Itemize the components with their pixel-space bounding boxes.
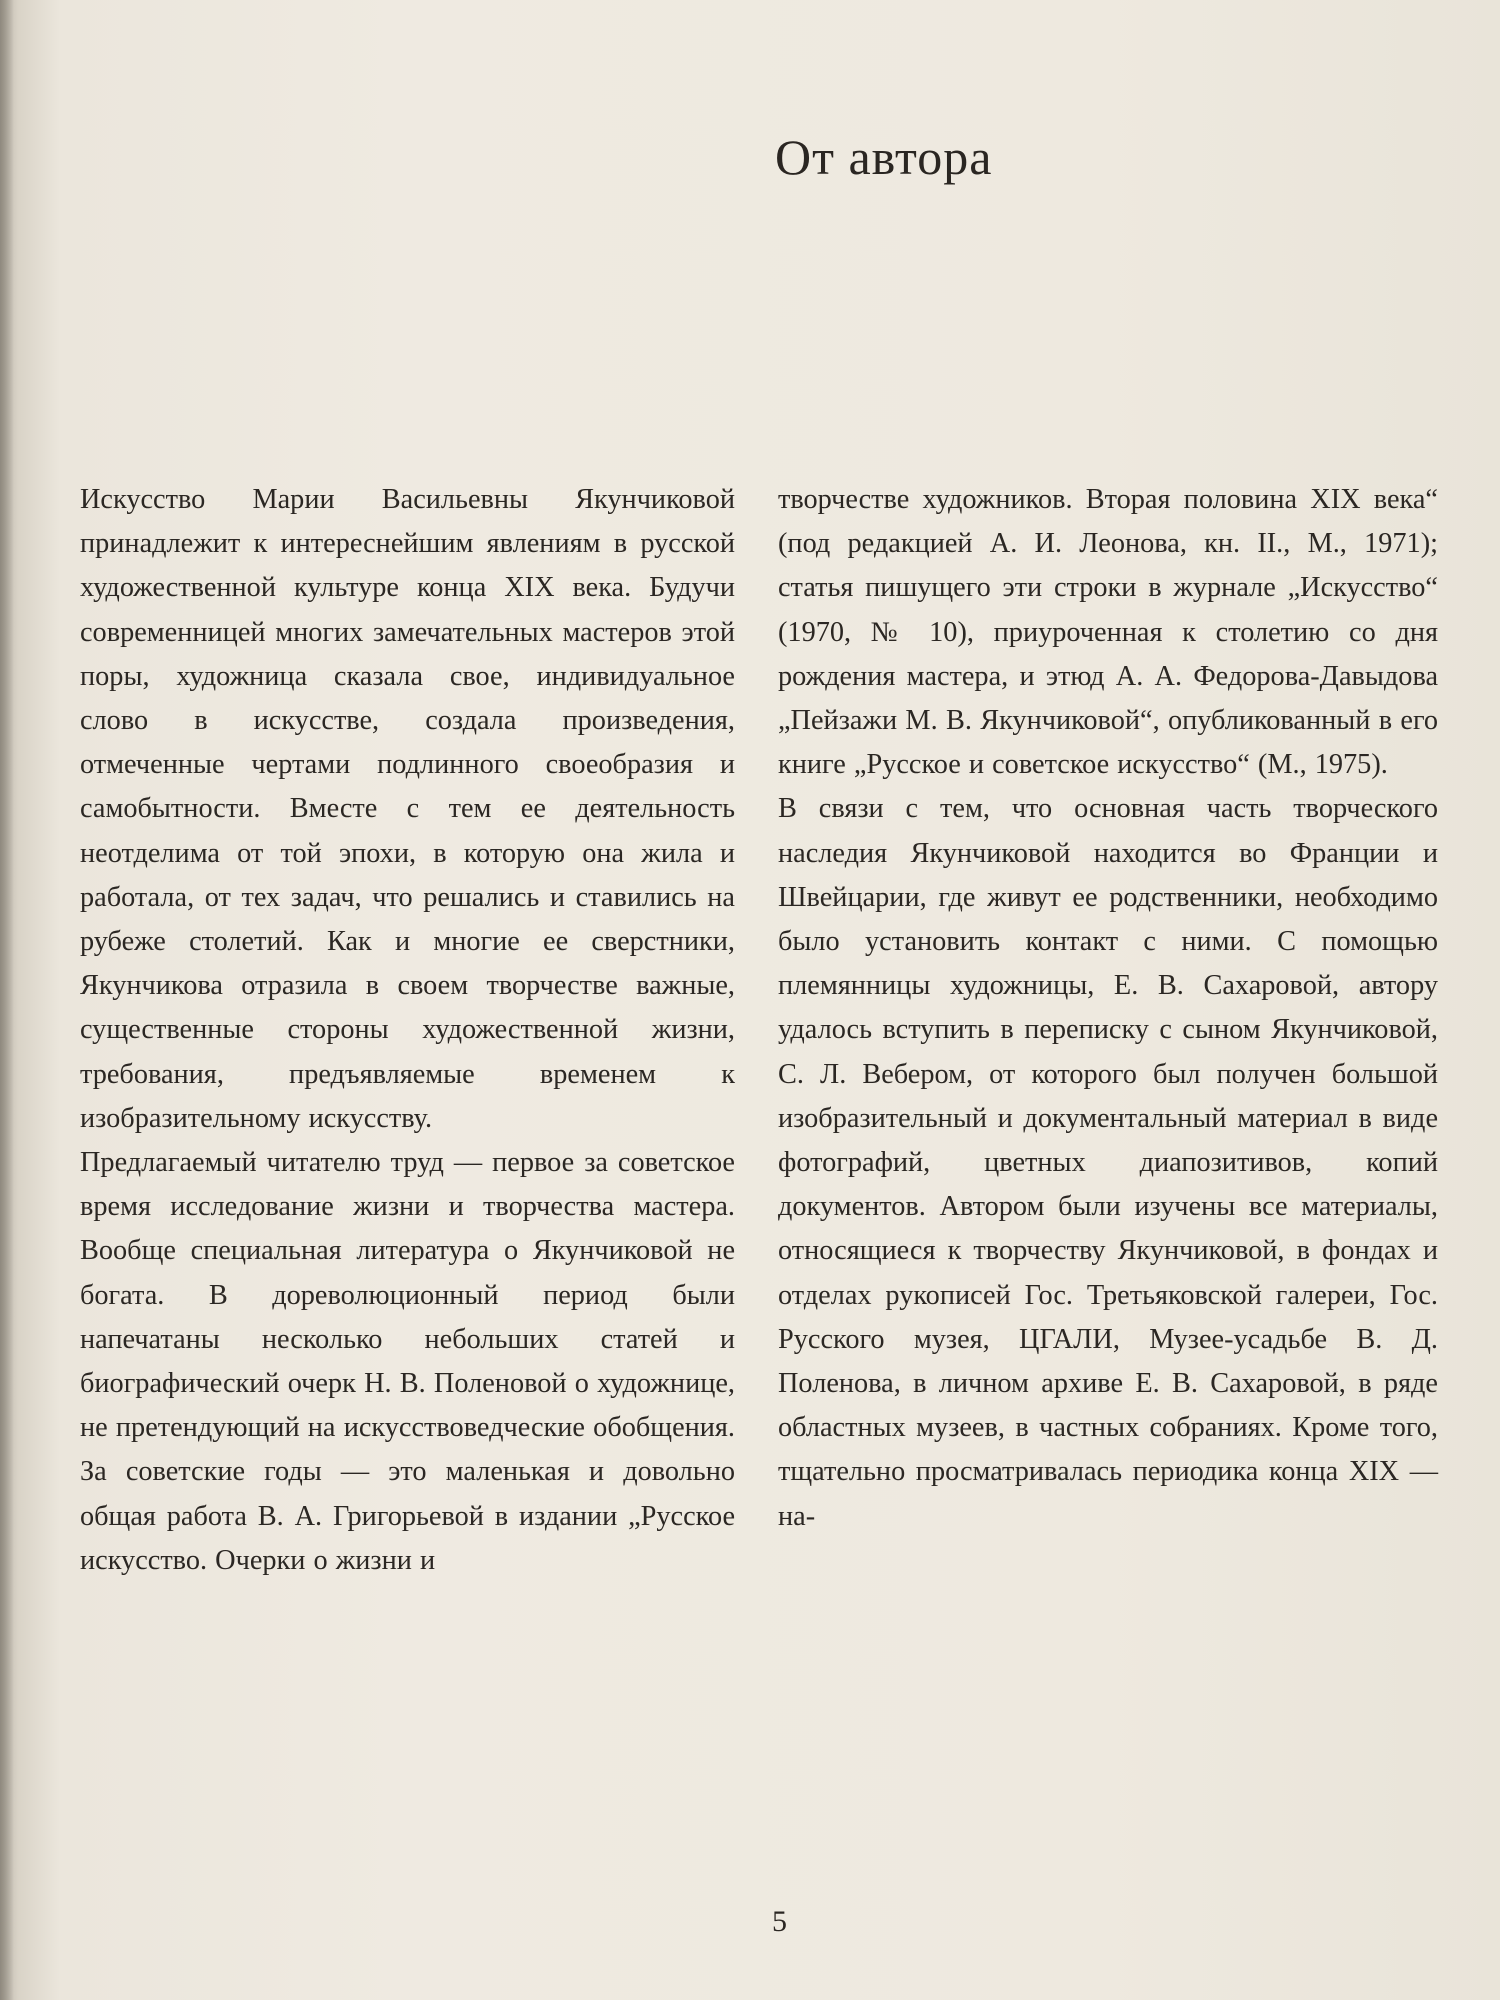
paragraph: Предлагаемый читателю труд — первое за советское время исследование жизни и творчества мастера. Вообще специальная литература о Якунчиковой не богата. В дореволюционный период были напечатаны несколько небольших статей и биографический очерк Н. В. Поленовой о художнице, не претендующий на искусствоведческие обобщения. За советские годы — это маленькая и довольно общая работа В. А. Григорьевой в издании „Русское искусство. Очерки о жизни и [80,1147,735,1576]
right-column [778,478,1438,1539]
left-column [80,478,735,1583]
binding-shadow [0,0,14,2000]
paragraph: В связи с тем, что основная часть творческого наследия Якунчиковой находится во Франции и Швейцарии, где живут ее родственники, необходимо было установить контакт с ними. С помощью племянницы художницы, Е. В. Сахаровой, автору удалось вступить в переписку с сыном Якунчиковой, С. Л. Вебером, от которого был получен большой изобразительный и документальный материал в виде фотографий, цветных диапозитивов, копий документов. Автором были изучены все материалы, относящиеся к творчеству Якунчиковой, в фондах и отделах рукописей Гос. Третьяковской галереи, Гос. Русского музея, ЦГАЛИ, Музее-усадьбе В. Д. Поленова, в личном архиве Е. В. Сахаровой, в ряде областных музеев, в частных собраниях. Кроме того, тщательно просматривалась периодика конца XIX — на- [778,793,1438,1532]
paragraph: творчестве художников. Вторая половина XIX века“ (под редакцией А. И. Леонова, кн. II., М., 1971); статья пишущего эти строки в журнале „Искусство“ (1970, № 10), приуроченная к столетию со дня рождения мастера, и этюд А. А. Федорова-Давыдова „Пейзажи М. В. Якунчиковой“, опубликованный в его книге „Русское и советское искусство“ (М., 1975). [778,484,1438,781]
page-title: От автора [775,129,993,185]
paragraph: Искусство Марии Васильевны Якунчиковой принадлежит к интереснейшим явлениям в русской художественной культуре конца XIX века. Будучи современницей многих замечательных мастеров этой поры, художница сказала свое, индивидуальное слово в искусстве, создала произведения, отмеченные чертами подлинного своеобразия и самобытности. Вместе с тем ее деятельность неотделима от той эпохи, в которую она жила и работала, от тех задач, что решались и ставились на рубеже столетий. Как и многие ее сверстники, Якунчикова отразила в своем творчестве важные, существенные стороны художественной жизни, требования, предъявляемые временем к изобразительному искусству. [80,484,735,1134]
page-number: 5 [772,1905,787,1938]
